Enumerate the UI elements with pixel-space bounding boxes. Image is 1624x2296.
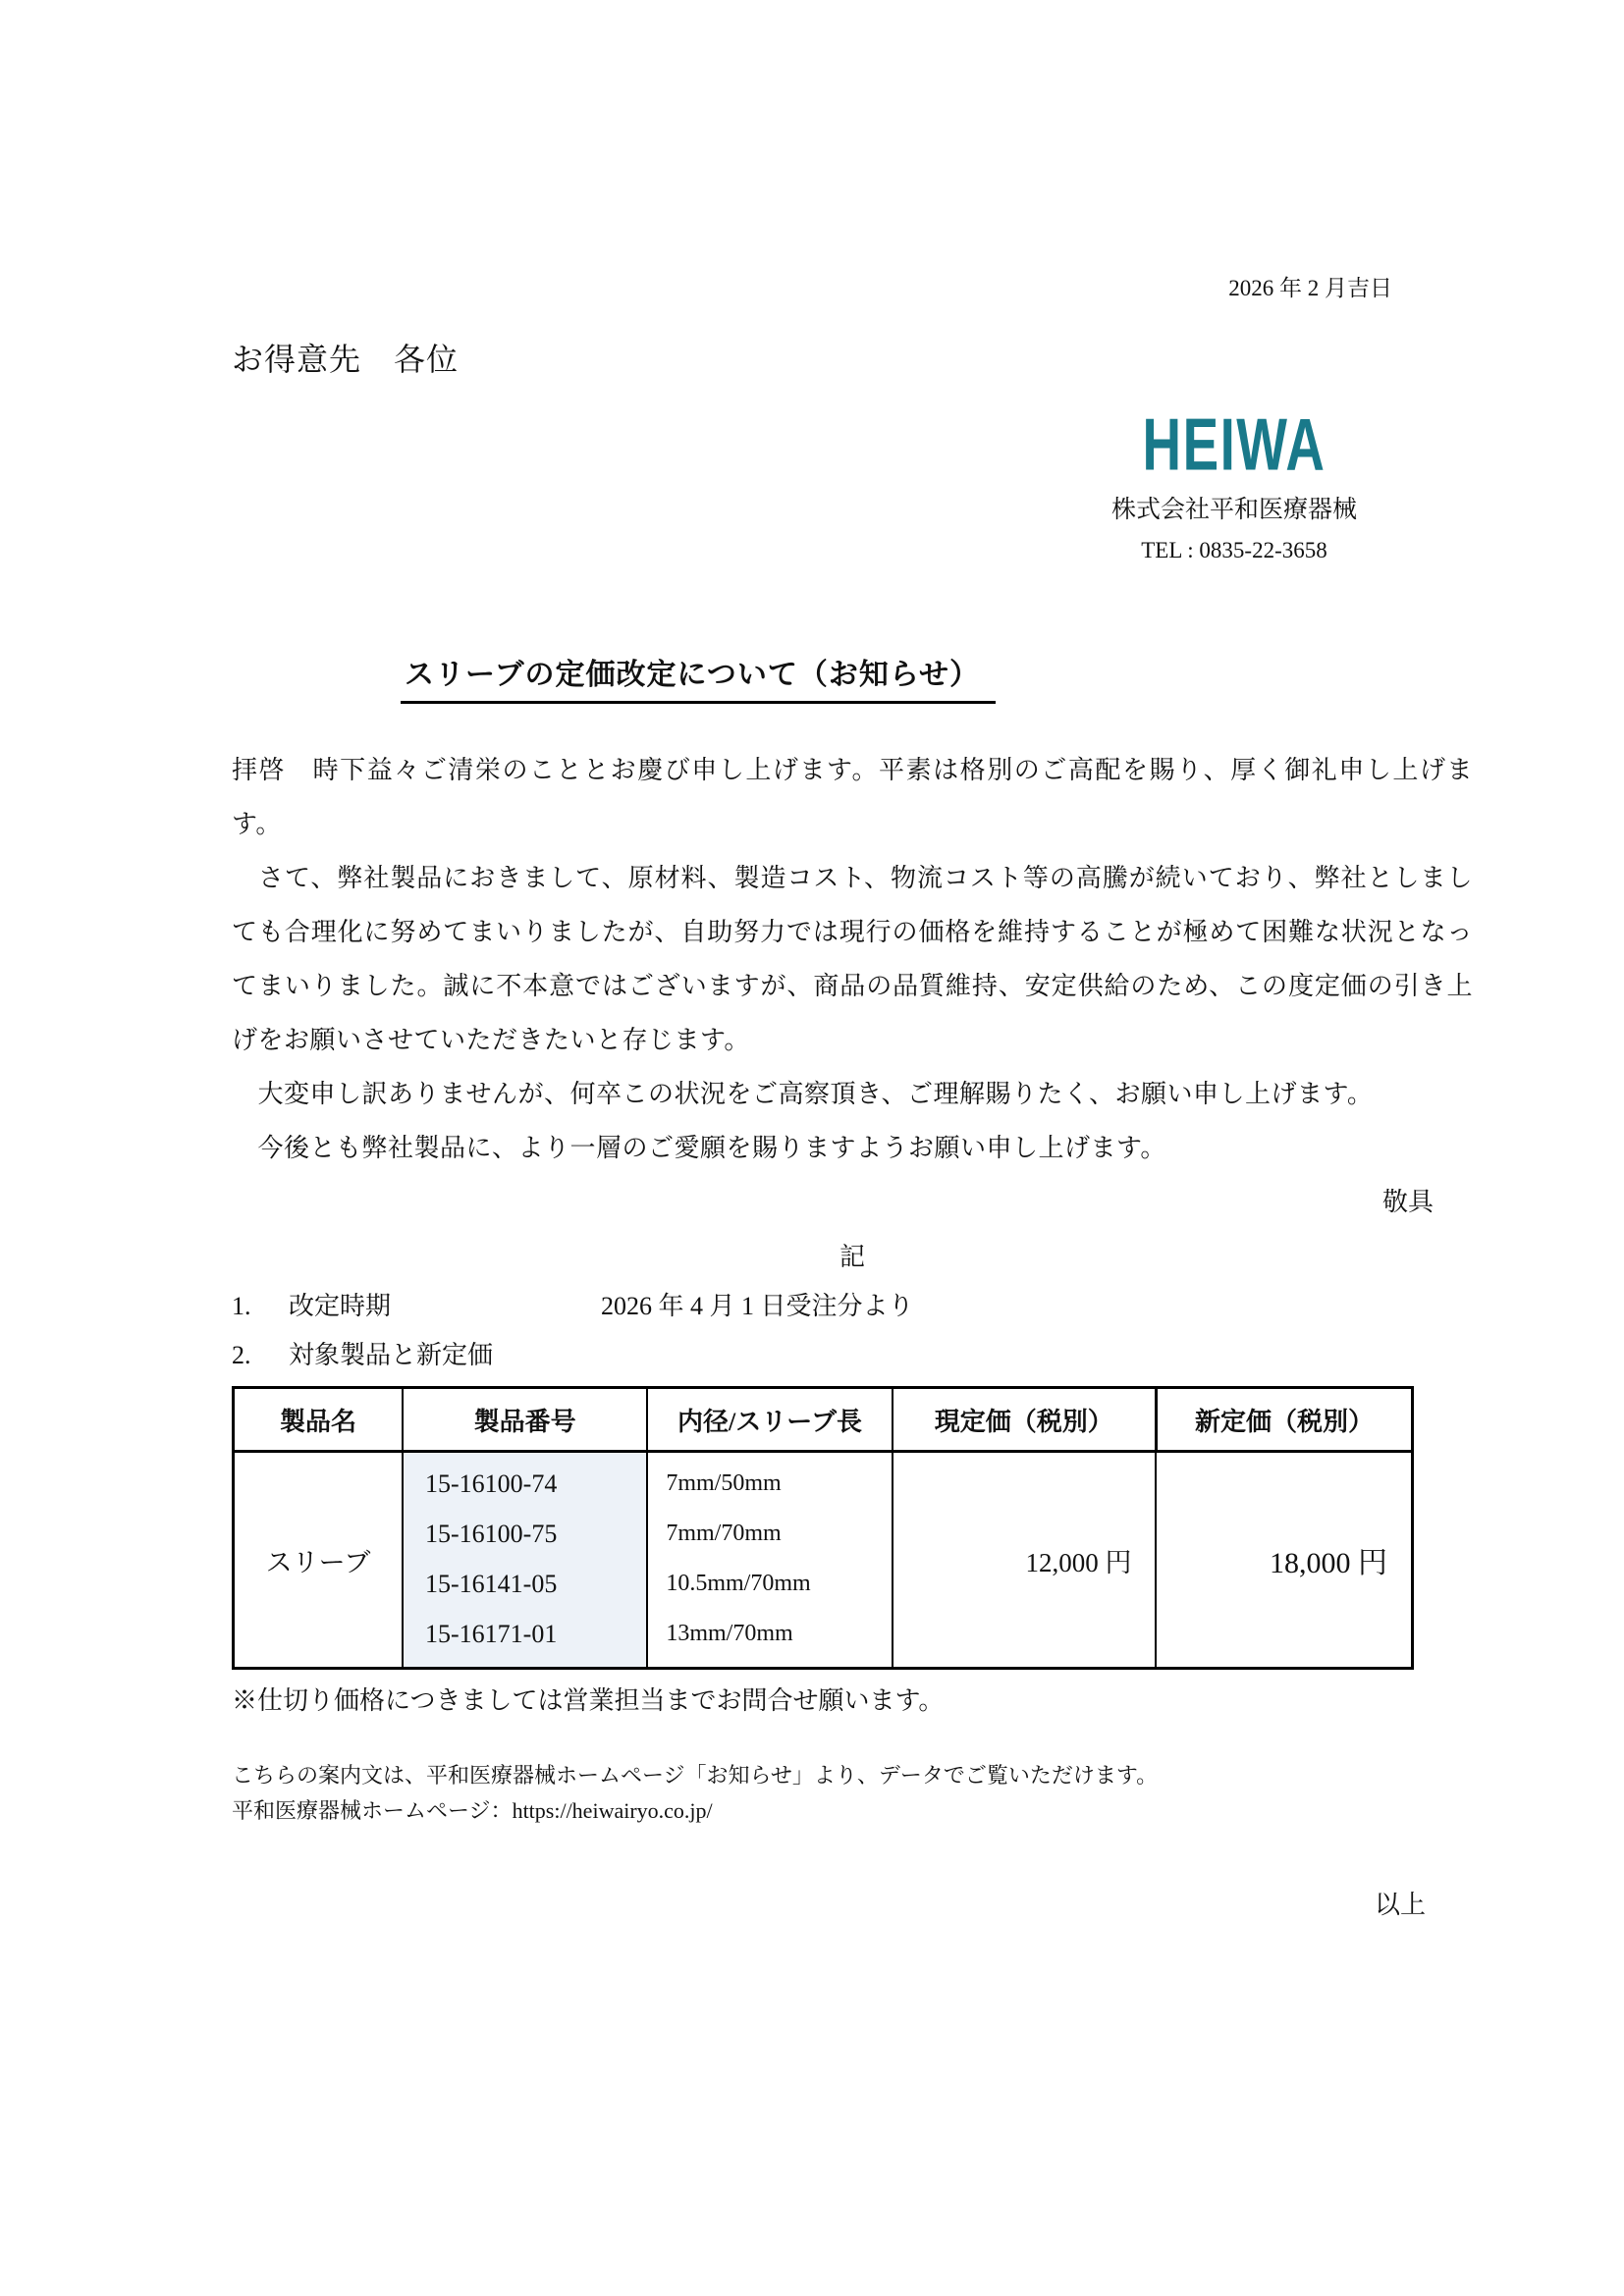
header-inner-diameter-length: 内径/スリーブ長 (647, 1388, 892, 1452)
closing-ijou: 以上 (1374, 1891, 1426, 1919)
product-code: 15-16100-75 (425, 1520, 558, 1548)
product-size: 10.5mm/70mm (666, 1571, 811, 1596)
company-tel: TEL : 0835-22-3658 (1141, 538, 1327, 562)
paragraph-greeting: 拝啓 時下益々ご清栄のこととお慶び申し上げます。平素は格別のご高配を賜り、厚く御礼申し上げます。 (232, 756, 1473, 838)
item-number: 1. (232, 1292, 251, 1320)
closing-keigu: 敬具 (1381, 1188, 1434, 1216)
product-codes-cell (403, 1452, 647, 1669)
ki-marker: 記 (839, 1243, 865, 1271)
paragraph-request: 今後とも弊社製品に、より一層のご愛願を賜りますようお願い申し上げます。 (232, 1134, 1166, 1162)
company-name: 株式会社平和医療器械 (1110, 497, 1357, 523)
table-header-row (234, 1388, 1413, 1452)
paragraph-apology: 大変申し訳ありませんが、何卒この状況をご高察頂き、ご理解賜りたく、お願い申し上げます。 (232, 1080, 1374, 1108)
product-code: 15-16171-01 (425, 1620, 558, 1648)
price-table (232, 1386, 1414, 1670)
note-homepage-info: こちらの案内文は、平和医療器械ホームページ「お知らせ」より、データでご覧いただけます。 (232, 1763, 1159, 1788)
letter-body (232, 743, 1473, 1175)
product-code: 15-16100-74 (425, 1469, 558, 1498)
header-new-price: 新定価（税別） (1156, 1388, 1412, 1452)
item-label: 対象製品と新定価 (289, 1341, 494, 1369)
current-price-cell: 12,000 円 (893, 1452, 1157, 1669)
note-homepage-url-line (232, 1793, 1473, 1829)
item-value: 2026 年 4 月 1 日受注分より (601, 1292, 914, 1320)
header-product-code: 製品番号 (403, 1388, 647, 1452)
recipient-line: お得意先 各位 (232, 342, 460, 377)
document-date: 2026 年 2 月吉日 (1228, 276, 1392, 300)
item-revision-date (232, 1282, 1473, 1331)
product-size: 7mm/50mm (666, 1470, 782, 1496)
product-size: 13mm/70mm (666, 1621, 793, 1646)
item-label: 改定時期 (289, 1292, 392, 1320)
heiwa-logo: HEIWA (1142, 402, 1326, 486)
item-value (601, 1331, 1473, 1380)
document-title: スリーブの定価改定について（お知らせ） (401, 650, 996, 704)
product-name-cell: スリーブ (234, 1452, 404, 1669)
note-wholesale-price: ※仕切り価格につきましては営業担当までお問合せ願います。 (232, 1686, 945, 1715)
new-price-cell: 18,000 円 (1156, 1452, 1412, 1669)
table-row (234, 1452, 1413, 1669)
document-content (232, 0, 1473, 1923)
product-code: 15-16141-05 (425, 1570, 558, 1598)
product-sizes-cell (647, 1452, 892, 1669)
header-current-price: 現定価（税別） (893, 1388, 1157, 1452)
header-product-name: 製品名 (234, 1388, 404, 1452)
product-size: 7mm/70mm (666, 1521, 782, 1546)
title-row (401, 650, 1473, 704)
paragraph-reason: さて、弊社製品におきまして、原材料、製造コスト、物流コスト等の高騰が続いており、弊社としましても合理化に努めてまいりましたが、自助努力では現行の価格を維持することが極めて困難な状況となってまいりました。誠に不本意ではございますが、商品の品質維持、安定供給のため、この度定価の引き上げをお願いさせていただきたいと存じます。 (232, 864, 1473, 1054)
homepage-url[interactable]: https://heiwairyo.co.jp/ (512, 1798, 713, 1823)
item-target-products (232, 1331, 1473, 1380)
homepage-label: 平和医療器械ホームページ： (232, 1798, 513, 1823)
sender-block (1072, 402, 1396, 567)
item-number: 2. (232, 1341, 251, 1369)
